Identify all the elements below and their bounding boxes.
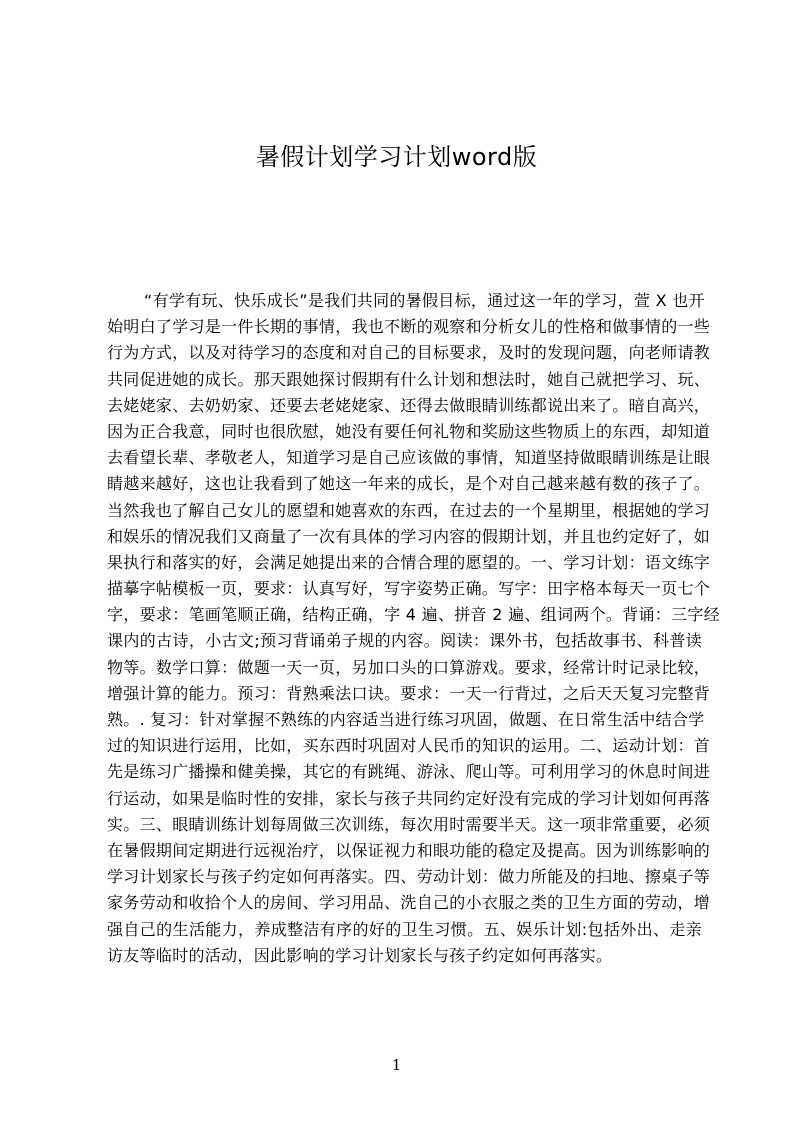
paragraph-line: 先是练习广播操和健美操，其它的有跳绳、游泳、爬山等。可利用学习的休息时间进 xyxy=(107,762,711,782)
paragraph-line: 家务劳动和收拾个人的房间、学习用品、洗自己的小衣服之类的卫生方面的劳动，增 xyxy=(107,893,711,913)
body-paragraph xyxy=(107,288,721,969)
paragraph-line: 去看望长辈、孝敬老人，知道学习是自己应该做的事情，知道坚持做眼睛训练是让眼 xyxy=(107,448,711,468)
paragraph-line: 始明白了学习是一件长期的事情，我也不断的观察和分析女儿的性格和做事情的一些 xyxy=(107,317,711,337)
paragraph-line: 因为正合我意，同时也很欣慰，她没有要任何礼物和奖励这些物质上的东西，却知道 xyxy=(107,421,711,441)
paragraph-line: 过的知识进行运用，比如，买东西时巩固对人民币的知识的运用。二、运动计划：首 xyxy=(107,736,711,756)
paragraph-line: 当然我也了解自己女儿的愿望和她喜欢的东西，在过去的一个星期里，根据她的学习 xyxy=(107,500,711,520)
paragraph-line: 共同促进她的成长。那天跟她探讨假期有什么计划和想法时，她自己就把学习、玩、 xyxy=(107,369,711,389)
paragraph-line: 增强计算的能力。预习：背熟乘法口诀。要求：一天一行背过，之后天天复习完整背 xyxy=(107,683,711,703)
paragraph-line: 果执行和落实的好，会满足她提出来的合情合理的愿望的。一、学习计划：语文练字 xyxy=(107,552,711,572)
paragraph-line: 行运动，如果是临时性的安排，家长与孩子共同约定好没有完成的学习计划如何再落 xyxy=(107,788,711,808)
paragraph-line: 在暑假期间定期进行远视治疗，以保证视力和眼功能的稳定及提高。因为训练影响的 xyxy=(107,840,711,860)
page-number: 1 xyxy=(391,1056,402,1074)
paragraph-line: 睛越来越好，这也让我看到了她这一年来的成长，是个对自己越来越有数的孩子了。 xyxy=(107,474,711,494)
paragraph-line: 学习计划家长与孩子约定如何再落实。四、劳动计划：做力所能及的扫地、擦桌子等 xyxy=(107,867,711,887)
paragraph-line: 描摹字帖模板一页，要求：认真写好，写字姿势正确。写字：田字格本每天一页七个 xyxy=(107,579,711,599)
paragraph-line: 熟。. 复习：针对掌握不熟练的内容适当进行练习巩固，做题、在日常生活中结合学 xyxy=(107,710,705,729)
paragraph-line: 实。三、眼睛训练计划每周做三次训练，每次用时需要半天。这一项非常重要，必须 xyxy=(107,814,711,834)
paragraph-line: 访友等临时的活动，因此影响的学习计划家长与孩子约定如何再落实。 xyxy=(107,945,613,965)
paragraph-line: 行为方式，以及对待学习的态度和对自己的目标要求，及时的发现问题，向老师请教 xyxy=(107,343,711,363)
paragraph-line: 物等。数学口算：做题一天一页，另加口头的口算游戏。要求，经常计时记录比较， xyxy=(107,657,711,677)
paragraph-line: “有学有玩、快乐成长”是我们共同的暑假目标，通过这一年的学习，萱 X 也开 xyxy=(144,291,705,310)
paragraph-line: 去姥姥家、去奶奶家、还要去老姥姥家、还得去做眼睛训练都说出来了。暗自高兴， xyxy=(107,395,711,415)
paragraph-line: 和娱乐的情况我们又商量了一次有具体的学习内容的假期计划，并且也约定好了，如 xyxy=(107,526,711,546)
paragraph-line: 字，要求：笔画笔顺正确，结构正确，字 4 遍、拼音 2 遍、组词两个。背诵：三字经 xyxy=(107,605,721,625)
paragraph-line: 课内的古诗，小古文;预习背诵弟子规的内容。阅读：课外书，包括故事书、科普读 xyxy=(107,631,702,651)
paragraph-line: 强自己的生活能力，养成整洁有序的好的卫生习惯。五、娱乐计划:包括外出、走亲 xyxy=(107,919,702,939)
document-title: 暑假计划学习计划word版 xyxy=(255,143,538,171)
